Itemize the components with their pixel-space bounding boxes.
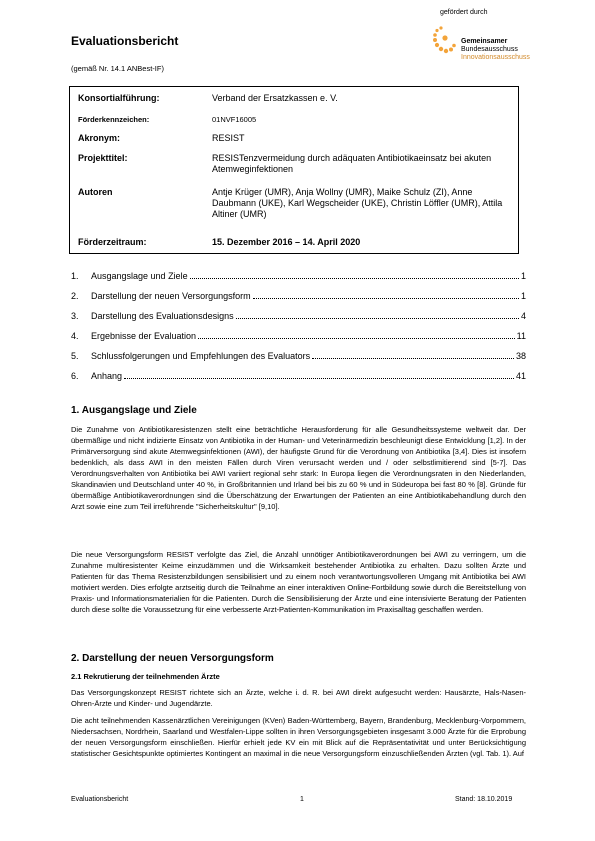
- toc-title: Darstellung des Evaluationsdesigns: [91, 311, 234, 321]
- toc-page: 1: [520, 291, 526, 301]
- toc-title: Ergebnisse der Evaluation: [91, 331, 197, 341]
- toc-leader: [198, 330, 515, 339]
- toc-number: 3.: [71, 311, 79, 321]
- zeitraum-label: Förderzeitraum:: [78, 237, 147, 247]
- project-info-box: [69, 86, 519, 254]
- toc-page: 1: [520, 271, 526, 281]
- toc-leader: [253, 290, 519, 299]
- section2-subheading: 2.1 Rekrutierung der teilnehmenden Ärzte: [71, 672, 220, 681]
- toc-item[interactable]: [71, 349, 526, 363]
- toc-leader: [190, 270, 519, 279]
- toc-number: 1.: [71, 271, 79, 281]
- kennzeichen-label: Förderkennzeichen:: [78, 115, 150, 124]
- section2-paragraph1: Das Versorgungskonzept RESIST richtete sich an Ärzte, welche i. d. R. bei AWI direkt aufgesucht werden: Hausärzte, Hals-Nasen-Ohren-Ärzte und Kinder- und Jugendärzte.: [71, 688, 526, 708]
- section2-paragraph2: Die acht teilnehmenden Kassenärztlichen Vereinigungen (KVen) Baden-Württemberg, Bayern, Brandenburg, Mecklenburg-Vorpommern, Niedersachsen, Nordrhein, Saarland und Westfalen-Lippe sollten in ihren Versorgungsgebieten insgesamt 3.000 Ärzte für die Erprobung der neuen Versorgungsform einschließen. Hierfür erhielt jede KV ein mit Blick auf die Repräsentativität und unter Berücksichtigung statistischer Gesichtspunkte optimiertes Kontingent an maximal in die neue Versorgungsform einzuschließenden Ärzten (vgl. Tab. 1). Auf: [71, 716, 526, 758]
- section2-heading: 2. Darstellung der neuen Versorgungsform: [71, 653, 274, 664]
- logo-line2: Bundesausschuss: [461, 46, 518, 53]
- projekttitel-label: Projekttitel:: [78, 153, 128, 163]
- akronym-value: RESIST: [212, 133, 245, 143]
- toc-leader: [236, 310, 519, 319]
- toc-title: Schlussfolgerungen und Empfehlungen des Evaluators: [91, 351, 311, 361]
- toc-number: 6.: [71, 371, 79, 381]
- toc-page: 38: [515, 351, 526, 361]
- toc-item[interactable]: [71, 269, 526, 283]
- document-title: Evaluationsbericht: [71, 34, 179, 48]
- konsortial-label: Konsortialführung:: [78, 93, 160, 103]
- section1-heading: 1. Ausgangslage und Ziele: [71, 405, 197, 416]
- section1-paragraph2: Die neue Versorgungsform RESIST verfolgte das Ziel, die Anzahl unnötiger Antibiotikaverordnungen bei AWI zu verringern, um die Zunahme multiresistenter Keime einzudämmen und die Wirksamkeit bestehender Antibiotika zu erhalten. Dazu sollten Ärzte und Patienten für das Thema Resistenzbildungen sensibilisiert und zu einem noch verantwortungsvolleren Umgang mit Antibiotika bei AWI motiviert werden. Dies erfolgte arztseitig durch die Teilnahme an einer interaktiven Online-Fortbildung sowie durch die Bereitstellung von Praxis- und Informationsmaterialien für die Patienten. Durch die Sensibilisierung der Ärzte und eine intensivierte Beratung der Patienten durch diese sollte die Voraussetzung für eine verbesserte Arzt-Patienten-Kommunikation im Praxisalltag geschaffen werden.: [71, 550, 526, 614]
- toc-item[interactable]: [71, 329, 526, 343]
- toc-number: 2.: [71, 291, 79, 301]
- toc-title: Ausgangslage und Ziele: [91, 271, 188, 281]
- toc-item[interactable]: [71, 309, 526, 323]
- section1-paragraph1: Die Zunahme von Antibiotikaresistenzen stellt eine beträchtliche Herausforderung für alle Gesundheitssysteme weltweit dar. Der übermäßige und nicht indizierte Einsatz von Antibiotika in der Human- und Veterinärmedizin beschleunigt diese Entwicklung [1,2]. In der Primärversorgung sind akute Atemwegsinfektionen (AWI), der häufigste Grund für die Verordnung von Antibiotika [3,4]. Dies ist insofern bedenklich, als dass AWI in den meisten Fällen durch Viren verursacht werden und / oder selbstlimitierend sind [5-7]. Das Verordnungsverhalten von Antibiotika bei AWI variiert regional sehr stark: In Europa liegen die Verordnungsraten in den Niederlanden, Skandinavien und Deutschland unter 40 %, in Großbritannien und Irland bei bis zu 60 % und in Südeuropa bei fast 80 % [8]. Gründe für übermäßige Antibiotikaverordnungen sind die Überschätzung der Erwartungen der Patienten an eine Antibiotikabehandlung durch den Arzt sowie eine zum Teil irreführende "Sicherheitskultur" [9,10].: [71, 425, 526, 511]
- toc-item[interactable]: [71, 289, 526, 303]
- toc-title: Darstellung der neuen Versorgungsform: [91, 291, 251, 301]
- toc-number: 5.: [71, 351, 79, 361]
- toc-page: 4: [520, 311, 526, 321]
- footer-left: Evaluationsbericht: [71, 796, 129, 803]
- logo-line1: Gemeinsamer: [461, 38, 508, 45]
- konsortial-value: Verband der Ersatzkassen e. V.: [212, 93, 338, 103]
- funded-by-label: gefördert durch: [440, 9, 488, 16]
- autoren-value: Antje Krüger (UMR), Anja Wollny (UMR), Maike Schulz (ZI), Anne Daubmann (UKE), Karl Wegscheider (UKE), Christin Löffler (UMR), Attila Altiner (UMR): [212, 187, 503, 219]
- akronym-label: Akronym:: [78, 133, 121, 143]
- toc-leader: [124, 370, 514, 379]
- toc-number: 4.: [71, 331, 79, 341]
- document-subtitle: (gemäß Nr. 14.1 ANBest-IF): [71, 64, 164, 73]
- toc-title: Anhang: [91, 371, 123, 381]
- toc-item[interactable]: [71, 369, 526, 383]
- zeitraum-value: 15. Dezember 2016 – 14. April 2020: [212, 237, 361, 247]
- footer-date: Stand: 18.10.2019: [455, 796, 513, 803]
- toc-page: 11: [516, 331, 526, 341]
- toc-leader: [312, 350, 514, 359]
- toc-page: 41: [515, 371, 526, 381]
- kennzeichen-value: 01NVF16005: [212, 115, 257, 124]
- autoren-label: Autoren: [78, 187, 113, 197]
- logo-line3: Innovationsausschuss: [461, 54, 530, 61]
- footer-page-number: 1: [300, 796, 304, 803]
- projekttitel-value: RESISTenzvermeidung durch adäquaten Antibiotikaeinsatz bei akuten Atemweginfektionen: [212, 153, 492, 174]
- logo-wordmark: [461, 38, 530, 62]
